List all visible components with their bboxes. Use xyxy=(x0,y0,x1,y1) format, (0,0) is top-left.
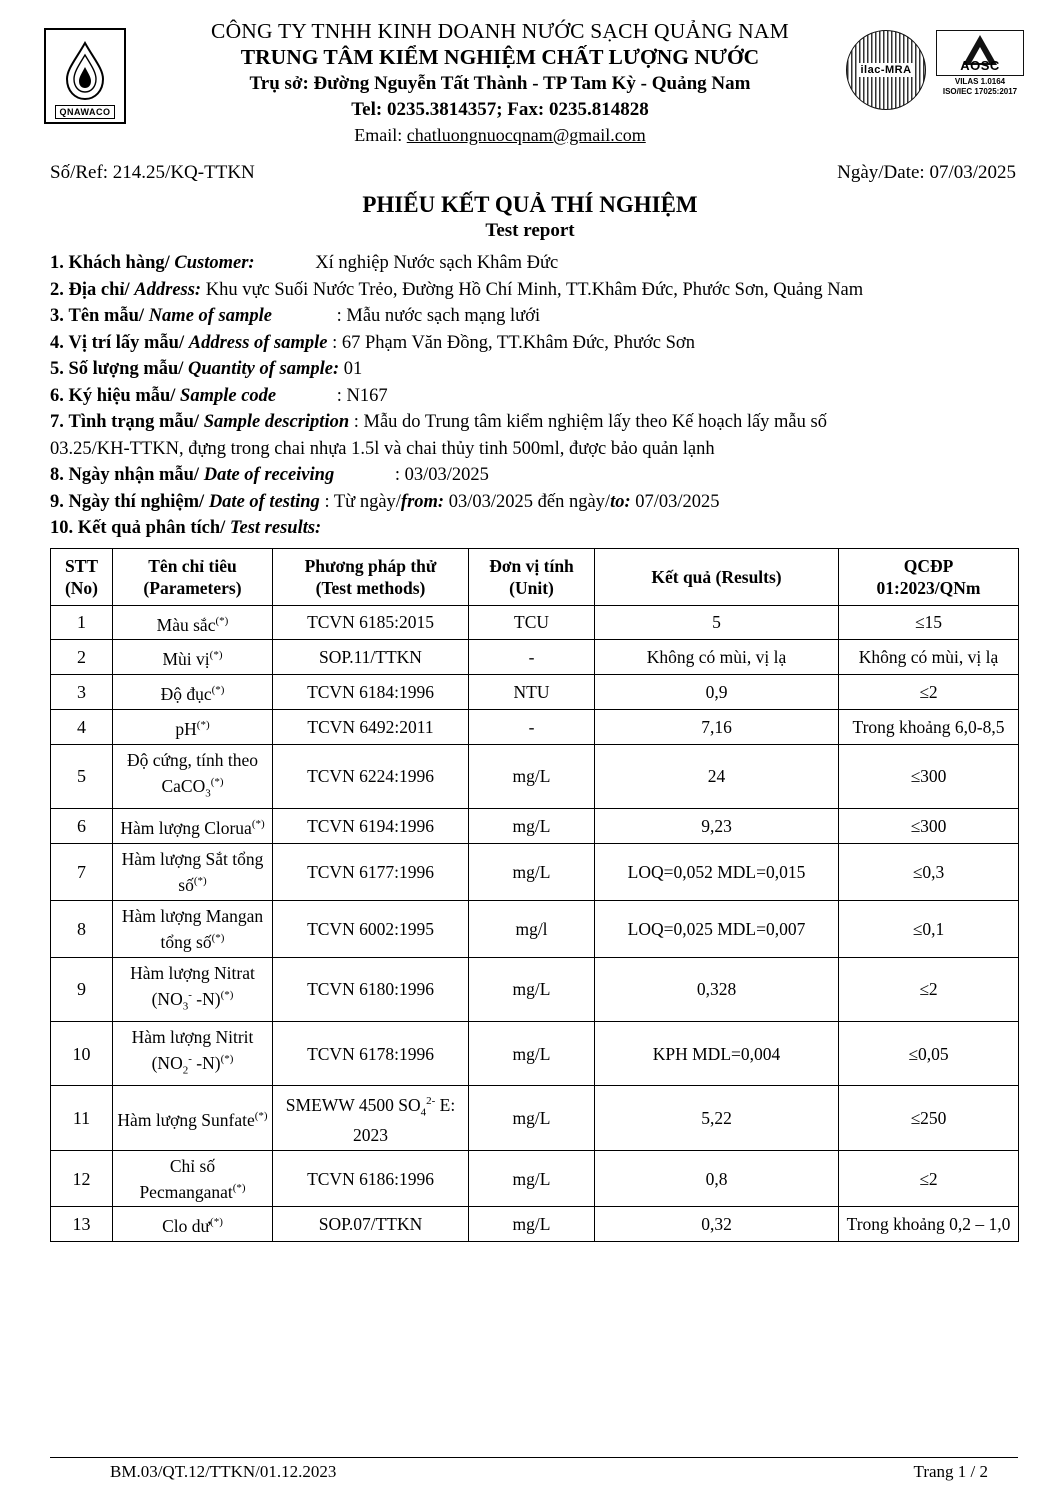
cell-standard: ≤2 xyxy=(839,957,1019,1021)
cell-no: 10 xyxy=(51,1021,113,1085)
cell-standard: ≤0,1 xyxy=(839,900,1019,957)
info-sample-code-value: : N167 xyxy=(336,385,388,406)
cell-method: TCVN 6186:1996 xyxy=(273,1150,469,1207)
col-standard-l2: 01:2023/QNm xyxy=(876,577,981,598)
cell-parameter: Màu sắc(*) xyxy=(113,605,273,640)
cell-standard: Không có mùi, vị lạ xyxy=(839,640,1019,675)
cell-result: 0,32 xyxy=(595,1207,839,1242)
form-code: BM.03/QT.12/TTKN/01.12.2023 xyxy=(110,1462,337,1481)
company-address: Trụ sở: Đường Nguyễn Tất Thành - TP Tam Kỳ - Quảng Nam xyxy=(249,73,751,94)
info-date-testing-from-label: from: xyxy=(400,491,445,512)
table-row xyxy=(51,709,1019,744)
cell-no: 3 xyxy=(51,675,113,710)
cell-unit: mg/L xyxy=(469,1207,595,1242)
cell-parameter: Hàm lượng Nitrit ($NO_2^-$ -N)(*) xyxy=(113,1021,273,1085)
cell-method: TCVN 6002:1995 xyxy=(273,900,469,957)
info-sample-code-label-vn: Ký hiệu mẫu/ xyxy=(68,385,176,406)
cell-standard: ≤300 xyxy=(839,809,1019,844)
table-row xyxy=(51,744,1019,808)
cell-result: Không có mùi, vị lạ xyxy=(595,640,839,675)
col-methods xyxy=(273,548,469,605)
cell-method: TCVN 6492:2011 xyxy=(273,709,469,744)
center-name: TRUNG TÂM KIỂM NGHIỆM CHẤT LƯỢNG NƯỚC xyxy=(240,45,760,69)
cell-unit: - xyxy=(469,640,595,675)
cell-standard: ≤300 xyxy=(839,744,1019,808)
info-date-testing-label-vn: Ngày thí nghiệm/ xyxy=(68,491,205,512)
info-date-receiving-label-vn: Ngày nhận mẫu/ xyxy=(68,465,200,485)
info-test-results-label-vn: Kết quả phân tích/ xyxy=(77,518,226,538)
table-row xyxy=(51,1021,1019,1085)
col-results xyxy=(595,548,839,605)
info-sample-name-no: 3. xyxy=(50,306,64,326)
page-title: PHIẾU KẾT QUẢ THÍ NGHIỆM xyxy=(362,192,698,217)
info-address xyxy=(50,277,1020,304)
col-standard xyxy=(839,548,1019,605)
cell-standard: ≤0,3 xyxy=(839,843,1019,900)
company-phone: Tel: 0235.3814357; Fax: 0235.814828 xyxy=(351,99,649,120)
info-date-testing-mid: 03/03/2025 đến ngày/ xyxy=(444,491,611,512)
info-sample-location-no: 4. xyxy=(50,332,64,353)
info-date-testing xyxy=(50,489,1020,516)
info-sample-name xyxy=(50,303,1020,330)
ilac-mra-label: ilac-MRA xyxy=(857,63,914,77)
col-results-label: Kết quả (Results) xyxy=(651,566,782,587)
iso-code: ISO/IEC 17025:2017 xyxy=(942,87,1018,96)
cell-result: 5 xyxy=(595,605,839,640)
col-stt xyxy=(51,548,113,605)
info-sample-location-label-vn: Vị trí lấy mẫu/ xyxy=(68,332,185,353)
info-quantity-no: 5. xyxy=(50,359,64,379)
accreditation-marks xyxy=(846,30,1024,110)
report-date: Ngày/Date: 07/03/2025 xyxy=(837,162,1016,183)
email-label: Email: xyxy=(354,125,403,145)
cell-unit: - xyxy=(469,709,595,744)
company-logo xyxy=(44,28,126,124)
cell-method: TCVN 6185:2015 xyxy=(273,605,469,640)
cell-result: 9,23 xyxy=(595,809,839,844)
document-header xyxy=(0,0,1060,150)
cell-parameter: pH(*) xyxy=(113,709,273,744)
cell-method: SOP.11/TTKN xyxy=(273,640,469,675)
col-unit-en: (Unit) xyxy=(509,577,554,598)
cell-standard: Trong khoảng 0,2 – 1,0 xyxy=(839,1207,1019,1242)
cell-no: 11 xyxy=(51,1086,113,1150)
info-date-testing-to-label: to: xyxy=(610,491,631,512)
company-name: CÔNG TY TNHH KINH DOANH NƯỚC SẠCH QUẢNG NAM xyxy=(211,19,789,43)
info-date-testing-no: 9. xyxy=(50,491,64,512)
info-sample-description-label-en: Sample description xyxy=(203,412,350,432)
info-date-receiving-value: : 03/03/2025 xyxy=(394,465,489,485)
cell-method: TCVN 6184:1996 xyxy=(273,675,469,710)
table-row xyxy=(51,1150,1019,1207)
aosc-accreditation xyxy=(936,30,1024,97)
info-sample-name-value: : Mẫu nước sạch mạng lưới xyxy=(336,306,541,326)
col-standard-l1: QCĐP xyxy=(903,555,954,576)
cell-method: TCVN 6194:1996 xyxy=(273,809,469,844)
col-parameters-vn: Tên chỉ tiêu xyxy=(148,555,237,576)
col-parameters-en: (Parameters) xyxy=(143,577,242,598)
info-address-label-en: Address: xyxy=(134,279,202,300)
cell-standard: ≤2 xyxy=(839,1150,1019,1207)
cell-parameter: Chỉ số Pecmanganat(*) xyxy=(113,1150,273,1207)
info-address-value: Khu vực Suối Nước Trẻo, Đường Hồ Chí Minh, TT.Khâm Đức, Phước Sơn, Quảng Nam xyxy=(205,279,864,300)
cell-result: 0,8 xyxy=(595,1150,839,1207)
info-sample-code-label-en: Sample code xyxy=(180,385,277,406)
info-customer-value: Xí nghiệp Nước sạch Khâm Đức xyxy=(315,253,559,273)
results-table xyxy=(50,548,1019,1243)
cell-unit: mg/L xyxy=(469,1150,595,1207)
col-unit-vn: Đơn vị tính xyxy=(489,555,574,576)
cell-unit: NTU xyxy=(469,675,595,710)
cell-no: 13 xyxy=(51,1207,113,1242)
info-customer-label-en: Customer: xyxy=(174,253,255,273)
cell-parameter: Độ đục(*) xyxy=(113,675,273,710)
info-test-results-no: 10. xyxy=(50,518,74,538)
table-row xyxy=(51,843,1019,900)
info-sample-code xyxy=(50,383,1020,410)
cell-no: 12 xyxy=(51,1150,113,1207)
info-address-label-vn: Địa chỉ/ xyxy=(68,279,130,300)
info-quantity-label-en: Quantity of sample: xyxy=(188,359,340,379)
cell-method: SOP.07/TTKN xyxy=(273,1207,469,1242)
info-date-receiving xyxy=(50,462,1020,489)
col-parameters xyxy=(113,548,273,605)
cell-standard: ≤0,05 xyxy=(839,1021,1019,1085)
info-customer-label-vn: Khách hàng/ xyxy=(68,253,170,273)
cell-method: TCVN 6180:1996 xyxy=(273,957,469,1021)
info-sample-description xyxy=(50,409,1020,436)
cell-result: 0,9 xyxy=(595,675,839,710)
cell-parameter: Độ cứng, tính theo CaCO$_3$(*) xyxy=(113,744,273,808)
logo-wordmark: QNAWACO xyxy=(55,105,114,119)
info-sample-description-cont: 03.25/KH-TTKN, đựng trong chai nhựa 1.5l và chai thủy tinh 500ml, được bảo quản lạnh xyxy=(50,438,715,459)
aosc-icon xyxy=(936,30,1024,76)
info-sample-description-label-vn: Tình trạng mẫu/ xyxy=(68,412,200,432)
cell-standard: Trong khoảng 6,0-8,5 xyxy=(839,709,1019,744)
page-footer xyxy=(50,1457,1018,1482)
info-sample-name-label-en: Name of sample xyxy=(148,306,272,326)
cell-parameter: Mùi vị(*) xyxy=(113,640,273,675)
col-unit xyxy=(469,548,595,605)
info-sample-description-value: : Mẫu do Trung tâm kiểm nghiệm lấy theo Kế hoạch lấy mẫu số xyxy=(353,412,827,432)
table-row xyxy=(51,605,1019,640)
aosc-label: AOSC xyxy=(960,58,1000,73)
cell-result: KPH MDL=0,004 xyxy=(595,1021,839,1085)
info-sample-location-label-en: Address of sample xyxy=(188,332,328,353)
cell-parameter: Hàm lượng Sunfate(*) xyxy=(113,1086,273,1150)
info-sample-location-value: : 67 Phạm Văn Đồng, TT.Khâm Đức, Phước Sơn xyxy=(332,332,695,353)
col-methods-en: (Test methods) xyxy=(315,577,426,598)
table-row xyxy=(51,1086,1019,1150)
info-customer xyxy=(50,250,1020,277)
table-row xyxy=(51,900,1019,957)
cell-unit: mg/L xyxy=(469,843,595,900)
info-date-testing-pre: : Từ ngày/ xyxy=(324,491,401,512)
sample-info-list xyxy=(0,242,1060,542)
cell-result: LOQ=0,052 MDL=0,015 xyxy=(595,843,839,900)
info-quantity-label-vn: Số lượng mẫu/ xyxy=(68,359,184,379)
cell-parameter: Hàm lượng Mangan tổng số(*) xyxy=(113,900,273,957)
info-test-results-label-en: Test results: xyxy=(229,518,322,538)
cell-result: 5,22 xyxy=(595,1086,839,1150)
cell-parameter: Clo dư(*) xyxy=(113,1207,273,1242)
cell-method: SMEWW 4500 $SO_4^{2-}$ E: 2023 xyxy=(273,1086,469,1150)
info-test-results-heading xyxy=(50,515,1020,542)
cell-unit: mg/L xyxy=(469,1021,595,1085)
table-header-row xyxy=(51,548,1019,605)
company-email-line xyxy=(100,123,900,148)
reference-number: Số/Ref: 214.25/KQ-TTKN xyxy=(50,162,255,183)
info-sample-code-no: 6. xyxy=(50,385,64,406)
cell-unit: mg/L xyxy=(469,957,595,1021)
cell-parameter: Hàm lượng Clorua(*) xyxy=(113,809,273,844)
table-row xyxy=(51,809,1019,844)
results-table-body xyxy=(51,605,1019,1242)
cell-unit: mg/l xyxy=(469,900,595,957)
cell-standard: ≤250 xyxy=(839,1086,1019,1150)
cell-no: 5 xyxy=(51,744,113,808)
cell-method: TCVN 6177:1996 xyxy=(273,843,469,900)
cell-method: TCVN 6178:1996 xyxy=(273,1021,469,1085)
cell-no: 9 xyxy=(51,957,113,1021)
info-quantity xyxy=(50,356,1020,383)
table-row xyxy=(51,675,1019,710)
cell-result: 7,16 xyxy=(595,709,839,744)
cell-unit: TCU xyxy=(469,605,595,640)
cell-unit: mg/L xyxy=(469,809,595,844)
cell-unit: mg/L xyxy=(469,744,595,808)
results-table-wrapper xyxy=(0,542,1060,1243)
info-date-receiving-no: 8. xyxy=(50,465,64,485)
info-date-receiving-label-en: Date of receiving xyxy=(203,465,335,485)
cell-result: LOQ=0,025 MDL=0,007 xyxy=(595,900,839,957)
cell-no: 8 xyxy=(51,900,113,957)
info-date-testing-end: 07/03/2025 xyxy=(630,491,720,512)
table-row xyxy=(51,640,1019,675)
info-sample-location xyxy=(50,330,1020,357)
cell-standard: ≤15 xyxy=(839,605,1019,640)
cell-result: 0,328 xyxy=(595,957,839,1021)
cell-no: 1 xyxy=(51,605,113,640)
cell-no: 2 xyxy=(51,640,113,675)
cell-parameter: Hàm lượng Sắt tổng số(*) xyxy=(113,843,273,900)
cell-no: 4 xyxy=(51,709,113,744)
cell-method: TCVN 6224:1996 xyxy=(273,744,469,808)
cell-no: 7 xyxy=(51,843,113,900)
reference-row xyxy=(0,150,1060,184)
table-row xyxy=(51,1207,1019,1242)
info-sample-name-label-vn: Tên mẫu/ xyxy=(68,306,145,326)
col-stt-en: (No) xyxy=(64,577,99,598)
ilac-mra-icon xyxy=(846,30,926,110)
cell-parameter: Hàm lượng Nitrat ($NO_3^-$ -N)(*) xyxy=(113,957,273,1021)
page-subtitle: Test report xyxy=(485,220,575,241)
info-quantity-value: 01 xyxy=(343,359,363,379)
email-link[interactable]: chatluongnuocqnam@gmail.com xyxy=(406,125,646,145)
water-drop-icon xyxy=(62,41,108,103)
vilas-code: VILAS 1.0164 xyxy=(954,77,1006,86)
table-row xyxy=(51,957,1019,1021)
col-methods-vn: Phương pháp thử xyxy=(304,555,437,576)
info-date-testing-label-en: Date of testing xyxy=(208,491,320,512)
info-sample-description-no: 7. xyxy=(50,412,64,432)
cell-no: 6 xyxy=(51,809,113,844)
cell-unit: mg/L xyxy=(469,1086,595,1150)
col-stt-vn: STT xyxy=(64,555,99,576)
info-customer-no: 1. xyxy=(50,253,64,273)
page-number: Trang 1 / 2 xyxy=(913,1462,988,1481)
cell-standard: ≤2 xyxy=(839,675,1019,710)
cell-result: 24 xyxy=(595,744,839,808)
info-address-no: 2. xyxy=(50,279,64,300)
